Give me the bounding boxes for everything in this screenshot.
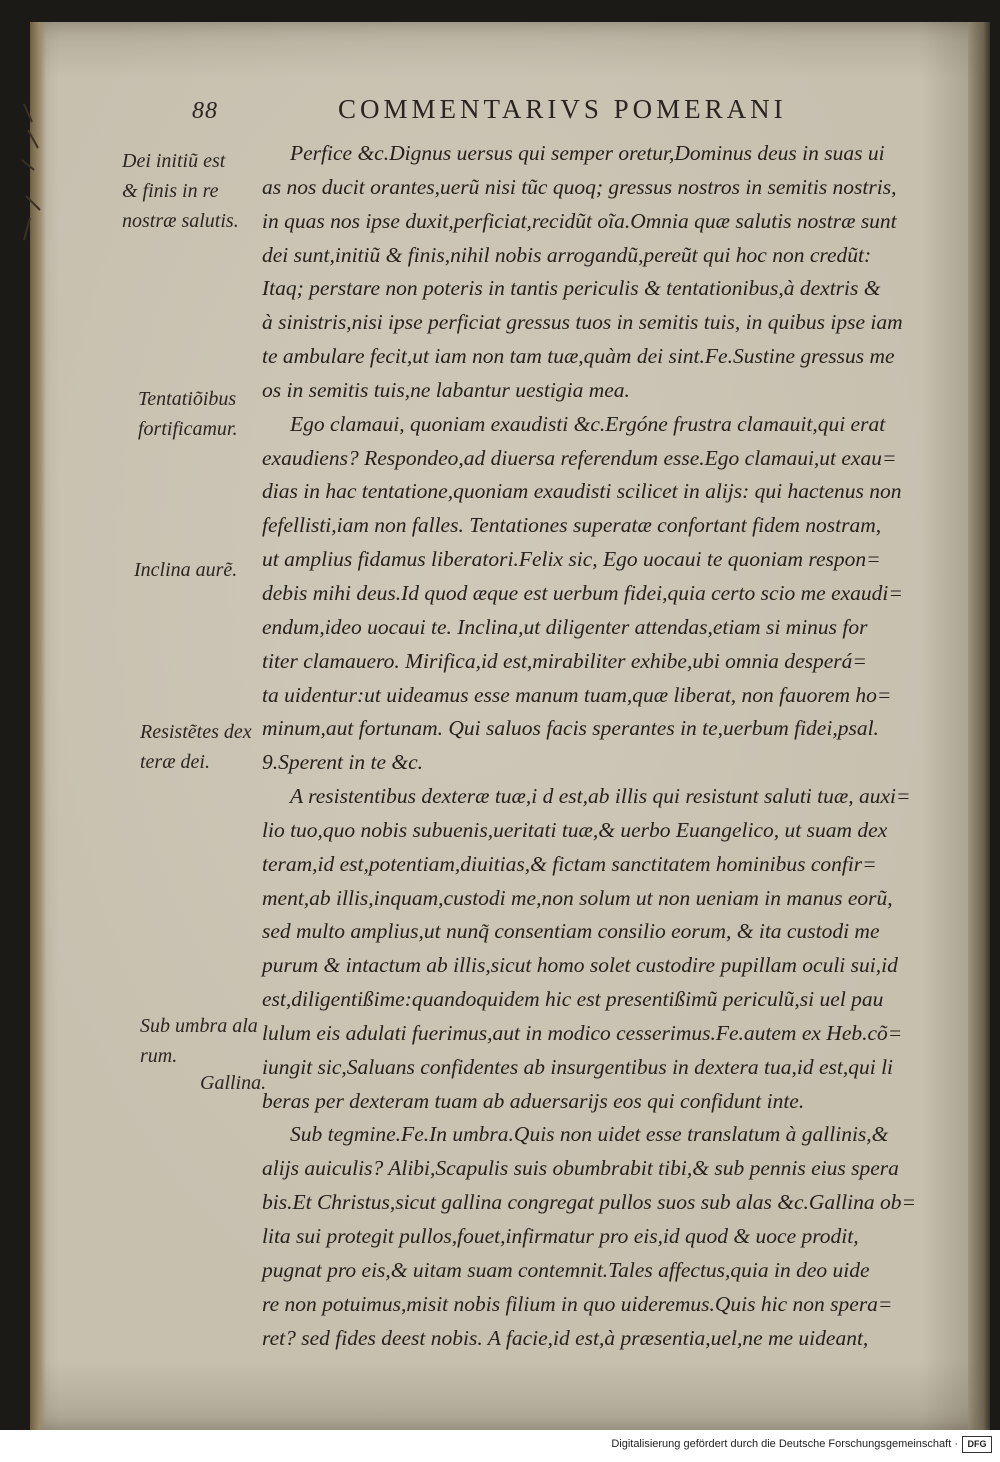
text-line: sed multo amplius,ut nunq̃ consentiam consilio eorum, & ita custodi me	[262, 919, 880, 944]
text-line: alijs auiculis? Alibi,Scapulis suis obumbrabit tibi,& sub pennis eius spera	[262, 1156, 899, 1181]
text-line: te ambulare fecit,ut iam non tam tuæ,quàm dei sint.Fe.Sustine gressus me	[262, 344, 895, 369]
text-line: lita sui protegit pullos,fouet,infirmatur pro eis,id quod & uoce prodit,	[262, 1224, 859, 1248]
text-line: purum & intactum ab illis,sicut homo solet custodire pupillam oculi sui,id	[262, 953, 898, 978]
text-line: pugnat pro eis,& uitam suam contemnit.Tales affectus,quia in deo uide	[262, 1257, 870, 1282]
text-line: as nos ducit orantes,uerũ nisi tũc quoq; gressus nostros in semitis nostris,	[262, 174, 897, 199]
text-line: ret? sed fides deest nobis. A facie,id est,à præsentia,uel,ne me uideant,	[262, 1325, 869, 1350]
text-line: os in semitis tuis,ne labantur uestigia mea.	[262, 377, 630, 402]
page-right-edge	[968, 22, 990, 1430]
running-title: COMMENTARIVS POMERANI	[338, 94, 787, 124]
margin-note: Gallina.	[200, 1072, 267, 1094]
text-line: est,diligentißime:quandoquidem hic est presentißimũ periculũ,si uel pau	[262, 987, 884, 1012]
text-line: fefellisti,iam non falles. Tentationes superatæ confortant fidem nostram,	[262, 513, 882, 538]
margin-note: Tentatiõibus fortificamur.	[138, 388, 238, 440]
text-line: beras per dexteram tuam ab aduersarijs eos qui confidunt inte.	[262, 1088, 805, 1113]
text-line: dei sunt,initiũ & finis,nihil nobis arrogandũ,pereũt qui hoc non credũt:	[262, 242, 872, 267]
margin-note: Sub umbra ala rum.	[140, 1015, 258, 1067]
text-line: ut amplius fidamus liberatori.Felix sic, Ego uocaui te quoniam respon=	[262, 547, 881, 572]
text-line: à sinistris,nisi ipse perficiat gressus tuos in semitis tuis, in quibus ipse iam	[262, 310, 903, 335]
text-line: A resistentibus dexteræ tuæ,i d est,ab illis qui resistunt saluti tuæ, auxi=	[290, 784, 911, 809]
text-line: endum,ideo uocaui te. Inclina,ut diligenter attendas,etiam si minus for	[262, 614, 868, 639]
margin-note: Dei initiũ est & finis in re nostræ salutis.	[122, 150, 239, 232]
text-line: minum,aut fortunam. Qui saluos facis sperantes in te,uerbum fidei,psal.	[262, 716, 879, 741]
margin-note: Inclina aurẽ.	[134, 559, 238, 581]
dfg-logo: DFG	[962, 1436, 992, 1453]
text-line: exaudiens? Respondeo,ad diuersa referendum esse.Ego clamaui,ut exau=	[262, 445, 897, 470]
main-text-block	[262, 137, 946, 1355]
text-line: lulum eis adulati fuerimus,aut in modico cesserimus.Fe.autem ex Heb.cõ=	[262, 1020, 903, 1045]
running-head	[192, 94, 982, 134]
text-line: in quas nos ipse duxit,perficiat,recidũt oĩa.Omnia quæ salutis nostræ sunt	[262, 208, 897, 233]
text-line: dias in hac tentatione,quoniam exaudisti scilicet in alijs: qui hactenus non	[262, 479, 902, 504]
text-line: titer clamauero. Mirifica,id est,mirabiliter exhibe,ubi omnia desperá=	[262, 648, 867, 673]
text-line: ment,ab illis,inquam,custodi me,non solum ut non ueniam in manus eorũ,	[262, 885, 893, 910]
digitization-credit: Digitalisierung gefördert durch die Deutsche Forschungsgemeinschaft ·	[611, 1438, 958, 1450]
text-line: Itaq; perstare non poteris in tantis periculis & tentationibus,à dextris &	[262, 276, 881, 301]
text-line: debis mihi deus.Id quod æque est uerbum fidei,quia certo scio me exaudi=	[262, 580, 903, 605]
text-line: Perfice &c.Dignus uersus qui semper oretur,Dominus deus in suas ui	[290, 141, 885, 165]
page-number: 88	[192, 98, 218, 124]
text-line: re non potuimus,misit nobis filium in quo uideremus.Quis hic non spera=	[262, 1291, 893, 1316]
text-line: lio tuo,quo nobis subuenis,ueritati tuæ,& uerbo Euangelico, ut suam dex	[262, 817, 888, 842]
text-line: iungit sic,Saluans confidentes ab insurgentibus in dextera tua,id est,qui li	[262, 1054, 894, 1079]
text-line: ta uidentur:ut uideamus esse manum tuam,quæ liberat, non fauorem ho=	[262, 682, 892, 707]
binding-damage-marks	[18, 100, 44, 250]
text-line: bis.Et Christus,sicut gallina congregat pullos suos sub alas &c.Gallina ob=	[262, 1190, 916, 1215]
text-line: Sub tegmine.Fe.In umbra.Quis non uidet esse translatum à gallinis,&	[290, 1122, 889, 1147]
text-line: 9.Sperent in te &c.	[262, 750, 424, 775]
margin-note: Resistẽtes dex teræ dei.	[140, 721, 252, 773]
text-line: Ego clamaui, quoniam exaudisti &c.Ergóne frustra clamauit,qui erat	[290, 411, 886, 436]
text-line: teram,id est,potentiam,diuitias,& fictam sanctitatem hominibus confir=	[262, 851, 877, 876]
